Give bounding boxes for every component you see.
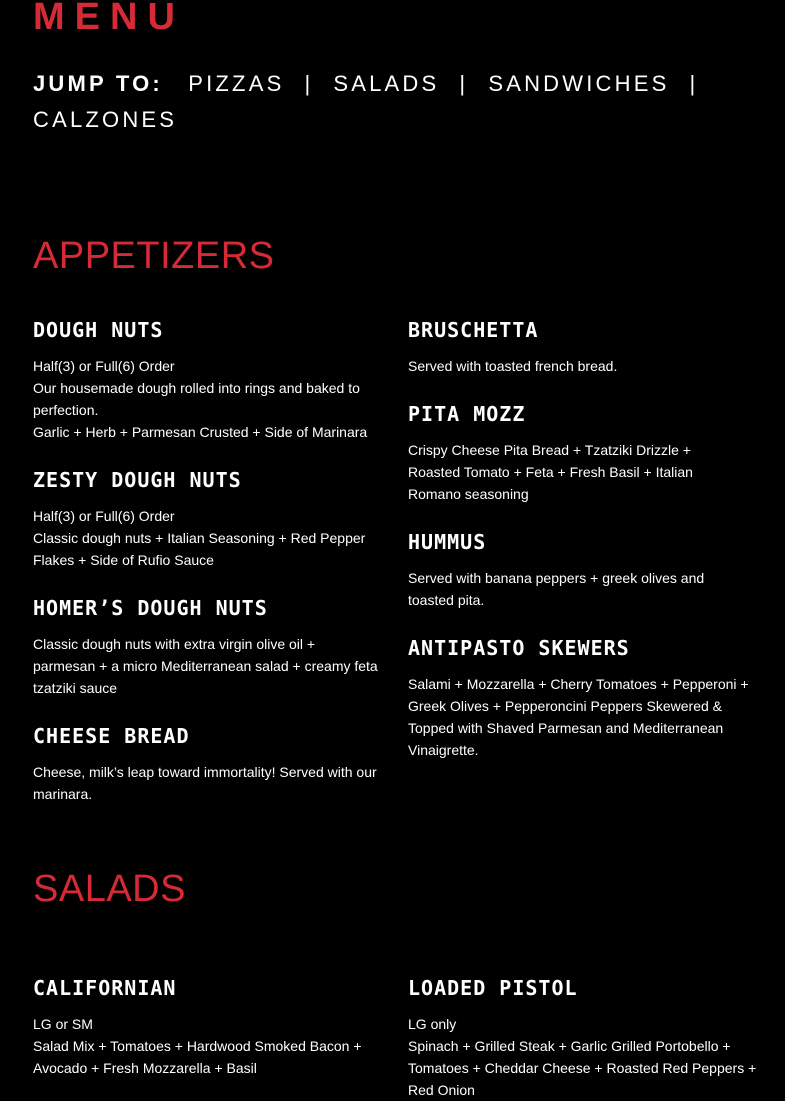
item-name: HUMMUS: [408, 530, 487, 554]
jump-link-salads[interactable]: SALADS: [333, 71, 440, 96]
jump-separator: |: [304, 71, 314, 96]
description-line: LG only: [408, 1016, 457, 1032]
item-description: [33, 761, 378, 805]
description-line: Crispy Cheese Pita Bread + Tzatziki Drizzle + Roasted Tomato + Feta + Fresh Basil + Italian Romano seasoning: [408, 442, 693, 502]
menu-item-californian: [33, 975, 378, 1079]
jump-separator: |: [459, 71, 469, 96]
description-line: Salami + Mozzarella + Cherry Tomatoes + Pepperoni + Greek Olives + Pepperoncini Peppers Skewered & Topped with Shaved Parmesan and Mediterranean Vinaigrette.: [408, 676, 749, 758]
menu-item-dough-nuts: [33, 317, 378, 443]
item-description: [33, 633, 378, 699]
item-description: [33, 505, 378, 571]
appetizers-right-column: [408, 401, 708, 505]
description-line: Half(3) or Full(6) Order: [33, 358, 175, 374]
item-description: [33, 1013, 378, 1079]
appetizers-left-column: [33, 467, 378, 571]
menu-item-cheese-bread: [33, 723, 378, 805]
appetizers-heading: APPETIZERS: [33, 235, 275, 277]
description-line: Served with banana peppers + greek olives and toasted pita.: [408, 570, 705, 608]
item-name: ANTIPASTO SKEWERS: [408, 636, 630, 660]
appetizers-right-column: [408, 635, 753, 761]
item-description: [408, 355, 753, 377]
description-line: Classic dough nuts + Italian Seasoning + Red Pepper Flakes + Side of Rufio Sauce: [33, 530, 366, 568]
salads-heading: SALADS: [33, 868, 186, 910]
salads-left-column: [33, 975, 378, 1079]
jump-separator: |: [689, 71, 699, 96]
description-line: Served with toasted french bread.: [408, 358, 618, 374]
description-line: Spinach + Grilled Steak + Garlic Grilled Portobello + Tomatoes + Cheddar Cheese + Roasted Red Peppers + Red Onion: [408, 1038, 757, 1098]
item-description: [33, 355, 378, 443]
item-name: DOUGH NUTS: [33, 318, 164, 342]
jump-link-pizzas[interactable]: PIZZAS: [188, 71, 285, 96]
appetizers-left-column: [33, 723, 378, 805]
appetizers-right-column: [408, 317, 753, 377]
menu-item-bruschetta: [408, 317, 753, 377]
menu-item-loaded-pistol: [408, 975, 758, 1101]
item-description: [408, 1013, 758, 1101]
appetizers-left-column: [33, 595, 378, 699]
salads-right-column: [408, 975, 758, 1101]
menu-item-antipasto-skewers: [408, 635, 753, 761]
description-line: Our housemade dough rolled into rings and baked to perfection.: [33, 380, 360, 418]
appetizers-left-column: [33, 317, 378, 443]
menu-item-pita-mozz: [408, 401, 708, 505]
menu-item-zesty-dough-nuts: [33, 467, 378, 571]
menu-item-homers-dough-nuts: [33, 595, 378, 699]
item-name: CHEESE BREAD: [33, 724, 190, 748]
jump-to-label: JUMP TO:: [33, 71, 163, 96]
item-description: [408, 439, 708, 505]
description-line: Half(3) or Full(6) Order: [33, 508, 175, 524]
description-line: Classic dough nuts with extra virgin olive oil + parmesan + a micro Mediterranean salad + creamy feta tzatziki sauce: [33, 636, 378, 696]
item-description: [408, 673, 753, 761]
item-name: ZESTY DOUGH NUTS: [33, 468, 242, 492]
menu-item-hummus: [408, 529, 738, 611]
page-title: MENU: [33, 0, 185, 38]
item-name: PITA MOZZ: [408, 402, 526, 426]
jump-link-calzones[interactable]: CALZONES: [33, 107, 178, 132]
appetizers-right-column: [408, 529, 738, 611]
description-line: LG or SM: [33, 1016, 93, 1032]
item-name: CALIFORNIAN: [33, 976, 177, 1000]
description-line: Garlic + Herb + Parmesan Crusted + Side of Marinara: [33, 424, 368, 440]
item-name: LOADED PISTOL: [408, 976, 578, 1000]
item-name: HOMER’S DOUGH NUTS: [33, 596, 268, 620]
item-name: BRUSCHETTA: [408, 318, 539, 342]
description-line: Cheese, milk’s leap toward immortality! Served with our marinara.: [33, 764, 377, 802]
description-line: Salad Mix + Tomatoes + Hardwood Smoked Bacon + Avocado + Fresh Mozzarella + Basil: [33, 1038, 362, 1076]
jump-link-sandwiches[interactable]: SANDWICHES: [488, 71, 670, 96]
item-description: [408, 567, 738, 611]
jump-to-nav: [33, 66, 753, 138]
